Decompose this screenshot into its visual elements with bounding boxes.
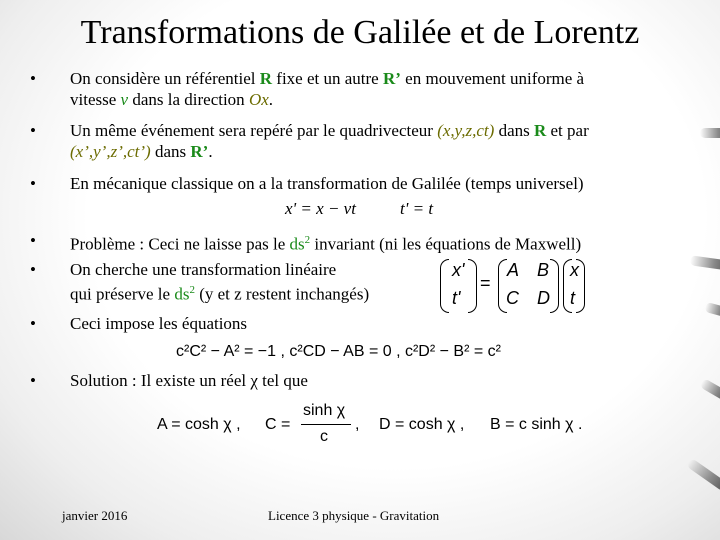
right-paren [468, 259, 477, 313]
left-paren [440, 259, 449, 313]
bullet-marker: • [30, 121, 36, 140]
bullet-solution: Solution : Il existe un réel χ tel que [70, 371, 308, 390]
solution-d: D = cosh χ , [379, 416, 465, 433]
matrix-b: B [537, 260, 550, 280]
matrix-lhs-t: t' [452, 288, 461, 308]
bullet-transformation: On cherche une transformation linéaire qui préserve le $ds^2$ (y et z restent inchangés) [70, 260, 370, 304]
bullet-probleme: Problème : Ceci ne laisse pas le $ds^2$ invariant (ni les équations de Maxwell) [70, 234, 582, 254]
solution-c-numerator: sinh χ [303, 402, 346, 419]
galilee-eq-t: t' = t [400, 199, 434, 218]
bullet-equations: Ceci impose les équations [70, 314, 248, 333]
bullet-marker: • [30, 314, 36, 333]
matrix-rhs-x: x [570, 260, 579, 280]
constraint-equations: c²C² − A² = −1 , c²CD − AB = 0 , c²D² − B² = c² [176, 343, 501, 360]
right-paren [576, 259, 585, 313]
galilee-eq-x: x' = x − vt [285, 199, 356, 218]
matrix-lhs-x: x' [452, 260, 465, 280]
matrix-c: C [506, 288, 519, 308]
fraction-bar [301, 424, 351, 425]
bullet-marker: • [30, 69, 36, 88]
solution-c-denominator: c [320, 428, 328, 445]
bullet-marker: • [30, 174, 36, 193]
bullet-referentiels: On considère un référentiel R fixe et un autre R’ en mouvement uniforme à vitesse v dans la direction Ox. [70, 69, 585, 109]
footer-course: Licence 3 physique - Gravitation [268, 508, 440, 523]
matrix-rhs-t: t [570, 288, 576, 308]
decorative-streak [700, 128, 720, 138]
matrix-d: D [537, 288, 550, 308]
right-paren [550, 259, 559, 313]
bullet-galilee: En mécanique classique on a la transformation de Galilée (temps universel) [70, 174, 584, 193]
matrix-equals: = [480, 273, 491, 293]
bullet-quadrivecteur: Un même événement sera repéré par le quadrivecteur (x,y,z,ct) dans R et par (x’,y’,z’,ct’) dans R’. [70, 121, 589, 161]
solution-comma: , [355, 416, 360, 433]
solution-c-lhs: C = [265, 416, 291, 433]
solution-a: A = cosh χ , [157, 416, 241, 433]
matrix-a: A [507, 260, 520, 280]
footer-date: janvier 2016 [62, 508, 128, 523]
solution-b: B = c sinh χ . [490, 416, 583, 433]
bullet-marker: • [30, 231, 36, 250]
bullet-marker: • [30, 260, 36, 279]
slide-title: Transformations de Galilée et de Lorentz [80, 14, 640, 51]
bullet-marker: • [30, 371, 36, 390]
